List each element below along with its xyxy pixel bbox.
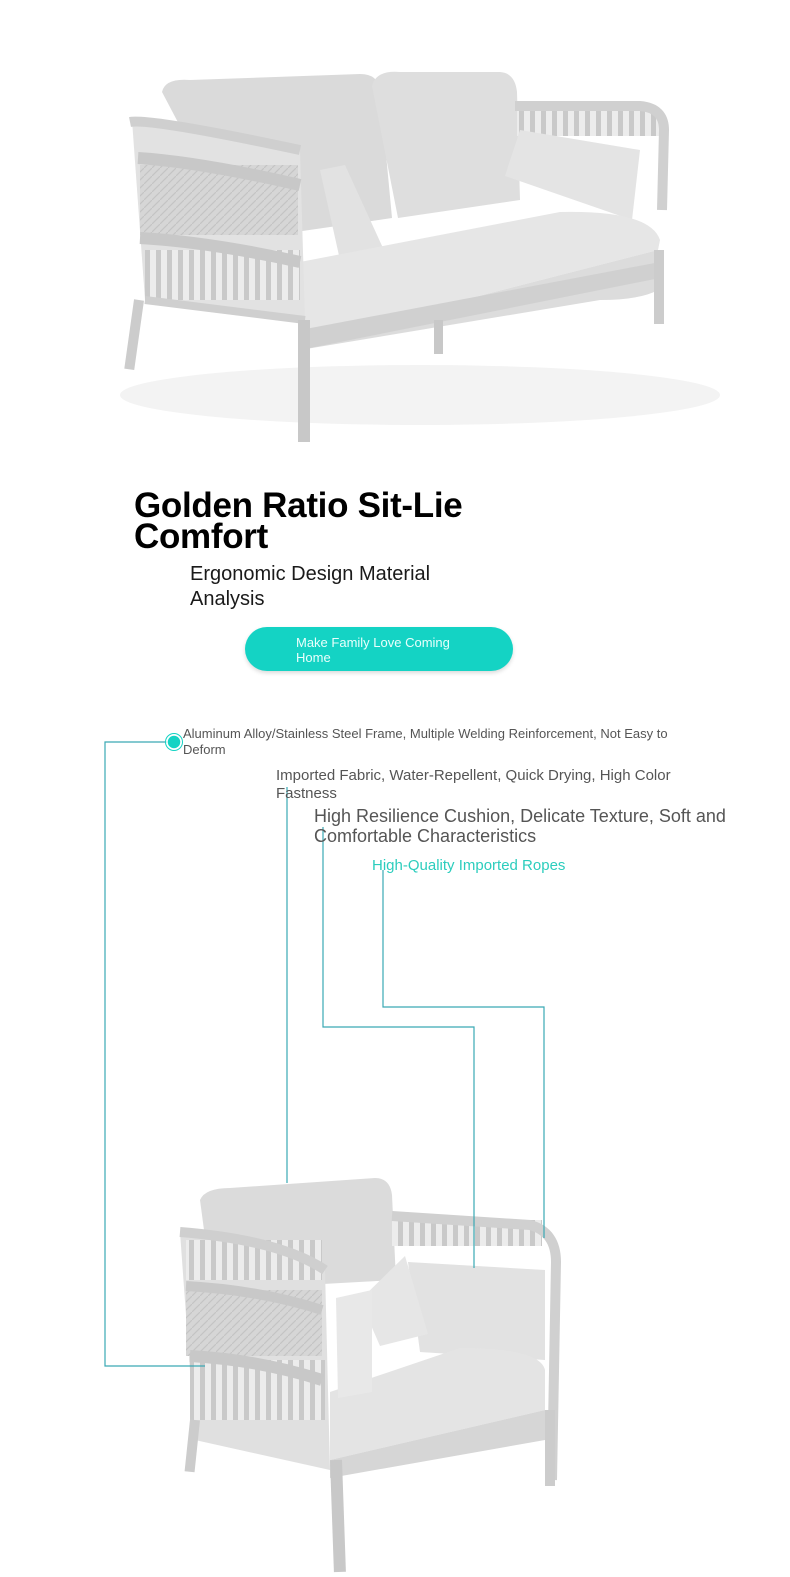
cta-button-label: Make Family Love Coming Home	[296, 635, 450, 665]
feature-label-ropes: High-Quality Imported Ropes	[372, 857, 566, 874]
feature-label-frame: Aluminum Alloy/Stainless Steel Frame, Multiple Welding Reinforcement, Not Easy to Deform	[183, 726, 668, 757]
feature-label-cushion: High Resilience Cushion, Delicate Texture, Soft and Comfortable Characteristics	[314, 806, 726, 846]
page-title: Golden Ratio Sit-Lie Comfort	[134, 486, 463, 556]
callout-line-ropes	[383, 870, 544, 1238]
callout-line-cushion	[323, 827, 474, 1268]
feature-label-fabric: Imported Fabric, Water-Repellent, Quick Drying, High Color Fastness	[276, 767, 671, 802]
callout-line-frame	[105, 742, 205, 1366]
callout-dot-icon	[167, 735, 181, 749]
page-subtitle: Ergonomic Design Material Analysis	[190, 563, 431, 610]
